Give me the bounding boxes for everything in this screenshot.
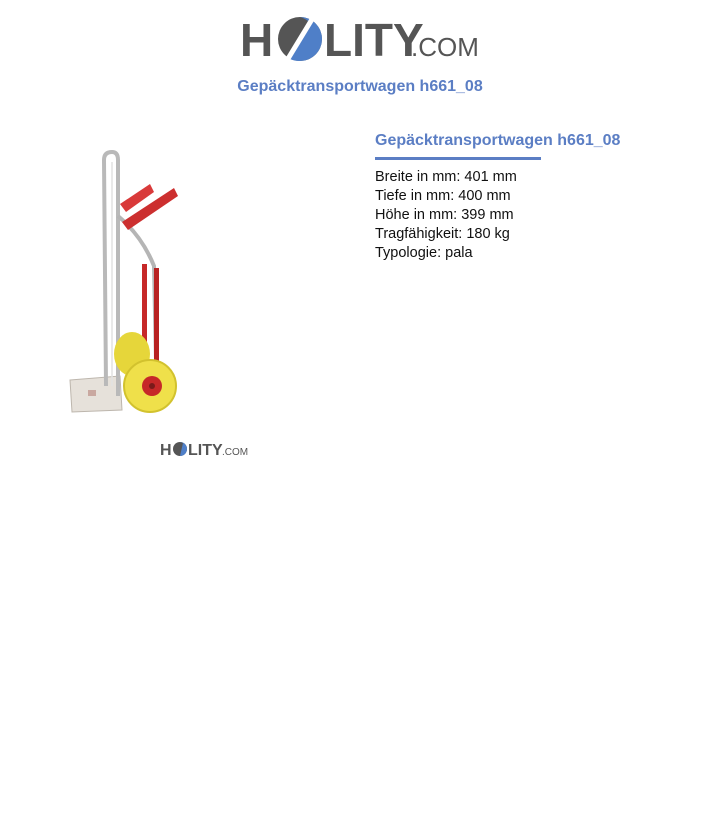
spec-load-capacity: Tragfähigkeit: 180 kg xyxy=(375,226,510,242)
logo-o-icon xyxy=(278,16,322,62)
logo-o-icon-small xyxy=(173,442,187,456)
spec-list xyxy=(375,168,695,263)
holity-logo xyxy=(238,10,483,68)
svg-text:LITY: LITY xyxy=(188,442,223,459)
page-title: Gepäcktransportwagen h661_08 xyxy=(237,78,483,95)
spec-depth: Tiefe in mm: 400 mm xyxy=(375,188,511,204)
product-title: Gepäcktransportwagen h661_08 xyxy=(375,132,621,149)
holity-logo-small xyxy=(160,439,248,461)
product-details xyxy=(375,131,695,263)
title-underline xyxy=(375,157,541,160)
spec-width: Breite in mm: 401 mm xyxy=(375,169,517,185)
logo-letter-h: H xyxy=(240,14,274,66)
spec-height: Höhe in mm: 399 mm xyxy=(375,207,514,223)
spec-type: Typologie: pala xyxy=(375,245,473,261)
svg-text:.COM: .COM xyxy=(222,447,248,458)
logo-suffix-com: .COM xyxy=(411,32,479,62)
product-image xyxy=(62,146,192,421)
svg-text:H: H xyxy=(160,442,172,459)
logo-letters-lity: LITY xyxy=(324,14,424,66)
